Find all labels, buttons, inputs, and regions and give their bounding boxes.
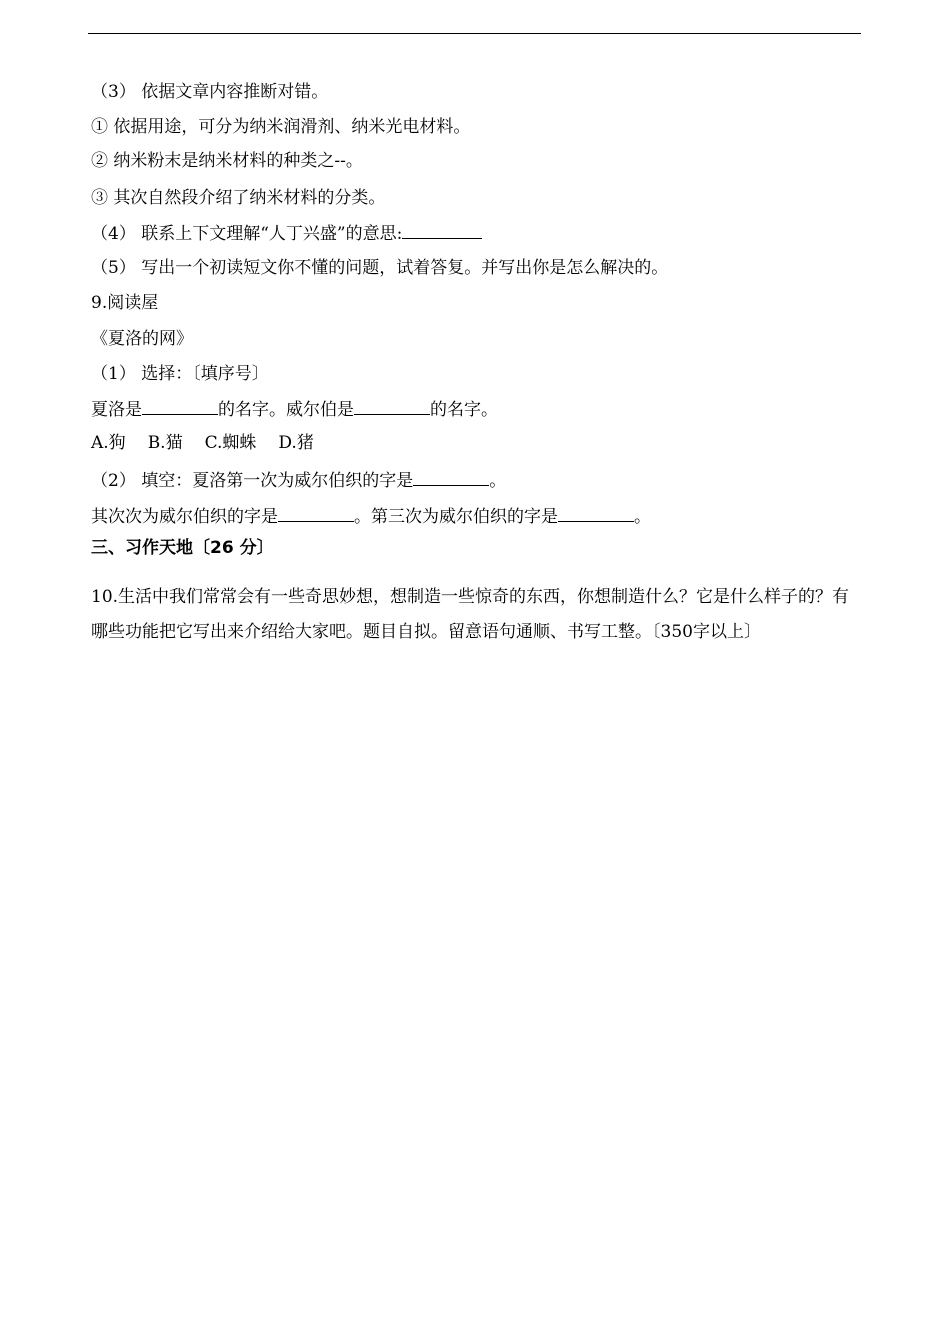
option-a: A.狗 <box>91 433 126 453</box>
q8-item-1: ① 依据用途，可分为纳米润滑剂、纳米光电材料。 <box>91 117 471 137</box>
q8-sub5: （5） 写出一个初读短文你不懂的问题，试着答复。并写出你是怎么解决的。 <box>91 258 669 278</box>
q9-options <box>91 432 314 454</box>
option-b: B.猫 <box>147 433 183 453</box>
q9-line2-text-b: 。第三次为威尔伯织的字是 <box>354 507 558 527</box>
answer-blank[interactable] <box>413 469 489 486</box>
option-c: C.蜘蛛 <box>204 433 257 453</box>
q10-prompt: 10.生活中我们常常会有一些奇思妙想，想制造一些惊奇的东西，你想制造什么？它是什么样子的？有哪些功能把它写出来介绍给大家吧。题目自拟。留意语句通顺、书写工整。〔350字以上〕 <box>91 587 850 642</box>
q8-item-3: ③ 其次自然段介绍了纳米材料的分类。 <box>91 188 386 208</box>
q8-sub4 <box>91 222 482 245</box>
q9-line1-text-b: 的名字。威尔伯是 <box>218 400 354 420</box>
section-heading: 三、习作天地〔26 分〕 <box>91 538 274 558</box>
q9-line2 <box>91 505 651 528</box>
answer-blank[interactable] <box>142 398 218 415</box>
q9-line2-text-a: 其次次为威尔伯织的字是 <box>91 507 278 527</box>
answer-blank[interactable] <box>558 505 634 522</box>
answer-blank[interactable] <box>278 505 354 522</box>
q9-line2-text-c: 。 <box>634 507 651 527</box>
q8-sub4-text: （4） 联系上下文理解“人丁兴盛”的意思: <box>91 224 403 244</box>
q8-item-2: ② 纳米粉末是纳米材料的种类之--。 <box>91 151 363 171</box>
answer-blank[interactable] <box>354 398 430 415</box>
q9-line1 <box>91 398 498 421</box>
header-rule <box>88 33 861 34</box>
q9-sub1: （1） 选择：〔填序号〕 <box>91 364 269 384</box>
q9-book-title: 《夏洛的网》 <box>91 329 193 349</box>
q9-sub2-end: 。 <box>489 471 507 491</box>
q8-sub3: （3） 依据文章内容推断对错。 <box>91 82 329 102</box>
q9-title: 9.阅读屋 <box>91 293 159 313</box>
q9-sub2 <box>91 469 506 492</box>
q9-line1-text-a: 夏洛是 <box>91 400 142 420</box>
answer-blank[interactable] <box>402 222 482 239</box>
q9-sub2-text: （2） 填空：夏洛第一次为威尔伯织的字是 <box>91 471 414 491</box>
q9-line1-text-c: 的名字。 <box>430 400 498 420</box>
option-d: D.猪 <box>278 433 314 453</box>
